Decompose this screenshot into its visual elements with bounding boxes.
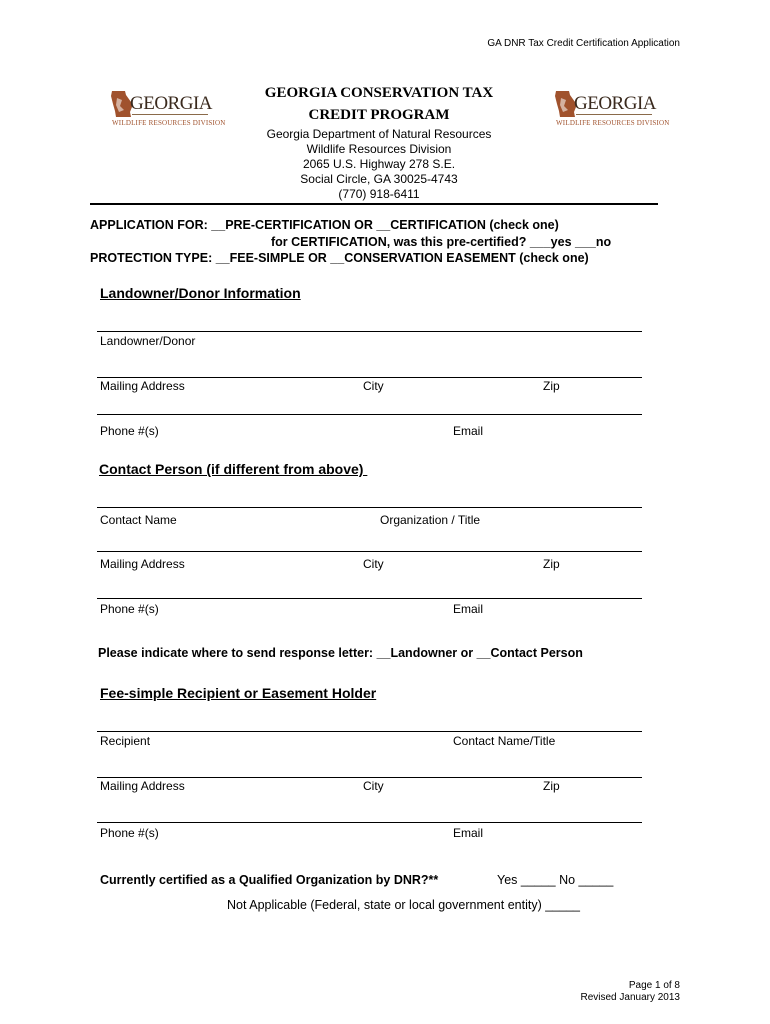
pre-certified-line[interactable]: for CERTIFICATION, was this pre-certified? ___yes ___no	[271, 235, 612, 249]
email-label: Email	[453, 602, 484, 616]
georgia-dnr-logo-left	[108, 88, 226, 132]
city-label: City	[363, 557, 384, 571]
page-footer	[580, 980, 680, 1004]
landowner-mailing-field[interactable]	[97, 377, 642, 378]
street-address: 2065 U.S. Highway 278 S.E.	[302, 157, 456, 171]
program-title	[220, 82, 538, 126]
contact-name-title-label: Contact Name/Title	[453, 734, 556, 748]
mailing-address-label: Mailing Address	[100, 779, 185, 793]
recipient-label: Recipient	[100, 734, 151, 748]
city-label: City	[363, 379, 384, 393]
recipient-section-heading: Fee-simple Recipient or Easement Holder	[100, 685, 377, 701]
contact-mailing-field[interactable]	[97, 551, 642, 552]
revision-date: Revised January 2013	[580, 992, 680, 1003]
protection-type-line[interactable]: PROTECTION TYPE: __FEE-SIMPLE OR __CONSERVATION EASEMENT (check one)	[90, 251, 589, 265]
logo-subtitle: WILDLIFE RESOURCES DIVISION	[112, 119, 226, 127]
agency-phone: (770) 918-6411	[338, 187, 420, 201]
organization-title-label: Organization / Title	[380, 513, 481, 527]
georgia-dnr-logo-right	[552, 88, 670, 132]
landowner-section-heading: Landowner/Donor Information	[100, 285, 301, 301]
contact-name-field[interactable]	[97, 507, 642, 508]
city-label: City	[363, 779, 384, 793]
logo-word: GEORGIA	[574, 93, 656, 114]
logo-subtitle: WILDLIFE RESOURCES DIVISION	[556, 119, 670, 127]
mailing-address-label: Mailing Address	[100, 557, 185, 571]
not-applicable-line[interactable]: Not Applicable (Federal, state or local government entity) _____	[227, 898, 580, 912]
response-letter-line[interactable]: Please indicate where to send response letter: __Landowner or __Contact Person	[98, 646, 583, 660]
recipient-phone-field[interactable]	[97, 822, 642, 823]
program-title-line2: CREDIT PROGRAM	[308, 107, 450, 123]
application-for-line[interactable]: APPLICATION FOR: __PRE-CERTIFICATION OR __CERTIFICATION (check one)	[90, 218, 559, 232]
contact-section-heading: Contact Person (if different from above)	[99, 461, 368, 477]
agency-name: Georgia Department of Natural Resources	[266, 127, 492, 141]
landowner-donor-label: Landowner/Donor	[100, 334, 196, 348]
division-name: Wildlife Resources Division	[306, 142, 452, 156]
contact-name-label: Contact Name	[100, 513, 177, 527]
recipient-mailing-field[interactable]	[97, 777, 642, 778]
phone-label: Phone #(s)	[100, 602, 159, 616]
city-state-zip: Social Circle, GA 30025-4743	[300, 172, 458, 186]
logo-divider	[132, 114, 208, 115]
mailing-address-label: Mailing Address	[100, 379, 185, 393]
landowner-donor-field[interactable]	[97, 331, 642, 332]
agency-address-block	[220, 127, 538, 202]
recipient-field[interactable]	[97, 731, 642, 732]
logo-word: GEORGIA	[130, 93, 212, 114]
qualified-org-answer[interactable]: Yes _____ No _____	[497, 873, 614, 887]
page-number: Page 1 of 8	[628, 980, 680, 991]
zip-label: Zip	[543, 379, 560, 393]
landowner-phone-field[interactable]	[97, 414, 642, 415]
email-label: Email	[453, 424, 484, 438]
contact-phone-field[interactable]	[97, 598, 642, 599]
program-title-line1: GEORGIA CONSERVATION TAX	[264, 85, 494, 101]
running-header: GA DNR Tax Credit Certification Application	[487, 38, 680, 49]
qualified-org-question: Currently certified as a Qualified Organization by DNR?**	[100, 873, 439, 887]
logo-divider	[576, 114, 652, 115]
email-label: Email	[453, 826, 484, 840]
phone-label: Phone #(s)	[100, 826, 159, 840]
zip-label: Zip	[543, 557, 560, 571]
zip-label: Zip	[543, 779, 560, 793]
phone-label: Phone #(s)	[100, 424, 159, 438]
header-divider	[90, 203, 658, 205]
